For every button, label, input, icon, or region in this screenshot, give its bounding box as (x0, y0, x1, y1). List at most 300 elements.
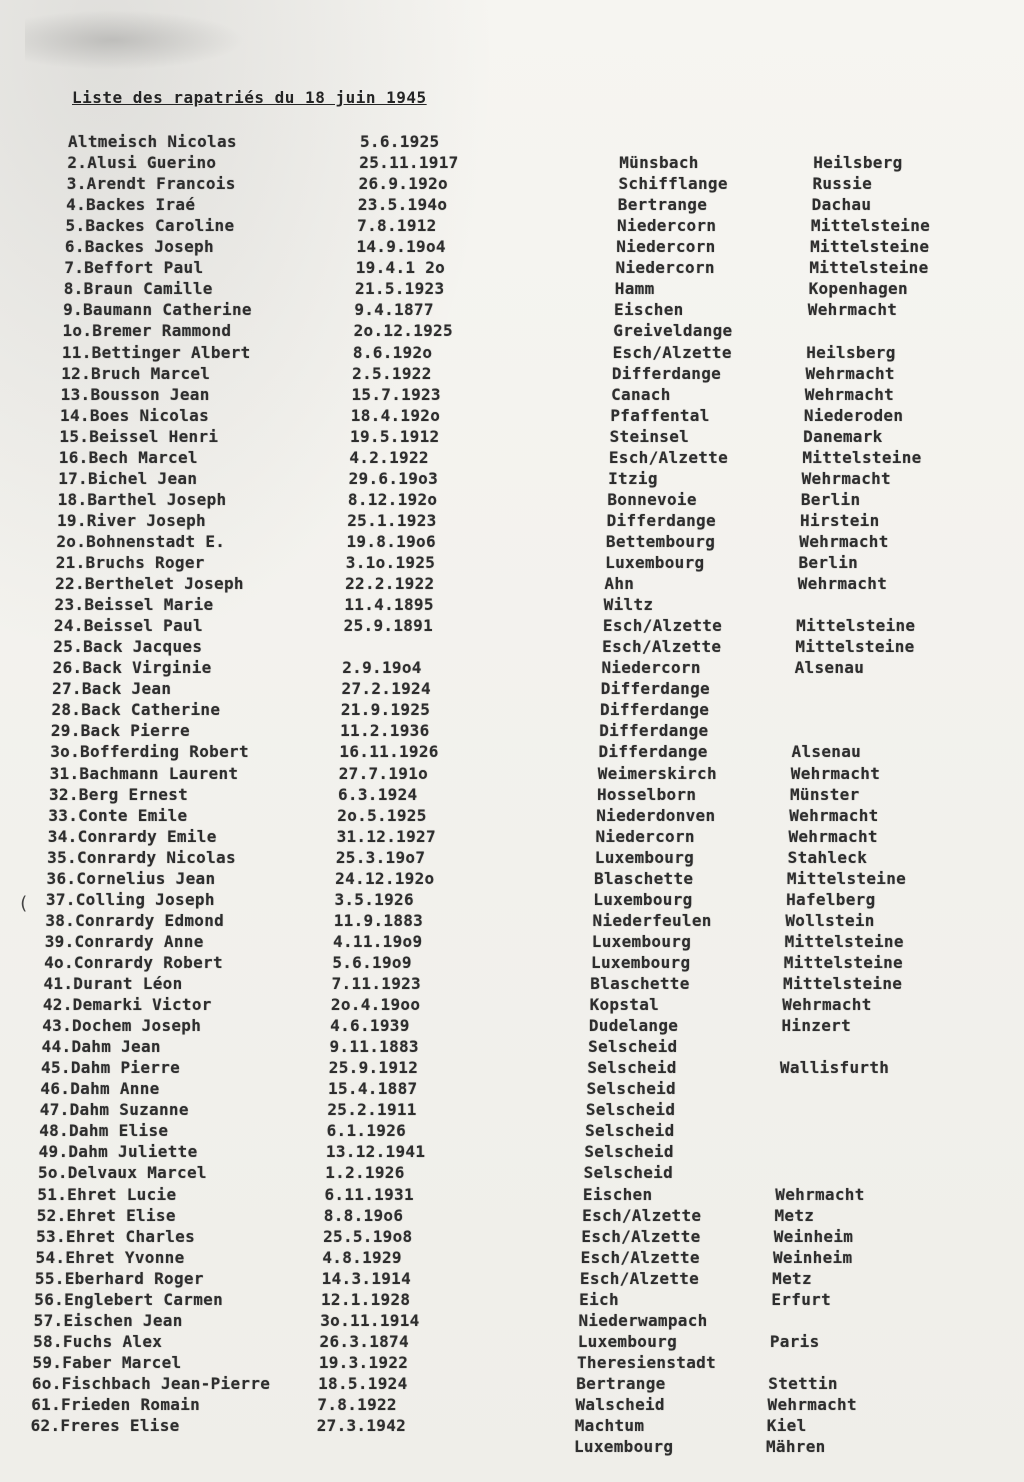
list-row (52, 679, 980, 700)
entry-origin: Esch/Alzette (579, 1268, 700, 1288)
entry-birthdate: 4.11.19o9 (333, 931, 423, 951)
list-row (50, 764, 980, 785)
entry-destination: Wehrmacht (767, 1395, 857, 1414)
entry-name: 8.Braun Camille (63, 279, 213, 299)
entry-origin: Niedercorn (595, 826, 695, 846)
entry-name: 39.Conrardy Anne (44, 931, 204, 951)
entry-destination: Wehrmacht (782, 995, 872, 1015)
entry-birthdate: 31.12.1927 (336, 826, 436, 846)
entry-name: 15.Beissel Henri (59, 426, 219, 446)
list-row (58, 469, 980, 490)
entry-name: 3.Arendt Francois (66, 174, 236, 194)
entry-birthdate: 2.5.1922 (352, 363, 432, 383)
list-row (43, 974, 980, 995)
entry-birthdate: 19.5.1912 (350, 426, 440, 446)
entry-birthdate: 8.12.192o (347, 489, 438, 509)
list-row (66, 195, 980, 216)
entry-destination: Mittelsteine (795, 637, 915, 657)
entry-origin: Luxembourg (574, 1437, 674, 1457)
entry-birthdate: 27.2.1924 (341, 679, 431, 699)
entry-origin: Pfaffental (610, 405, 710, 425)
entry-origin: Esch/Alzette (608, 447, 729, 467)
entry-name: 45.Dahm Pierre (41, 1058, 181, 1078)
entry-birthdate: 15.7.1923 (351, 384, 441, 404)
entry-name: 47.Dahm Suzanne (39, 1100, 189, 1120)
entry-origin: Eischen (614, 300, 684, 320)
entry-birthdate: 25.9.1912 (328, 1058, 419, 1078)
entry-birthdate: 27.3.1942 (316, 1416, 407, 1436)
entry-birthdate: 19.4.1 2o (355, 258, 446, 278)
entry-name: 11.Bettinger Albert (61, 342, 251, 362)
entry-origin: Luxembourg (591, 952, 691, 972)
entry-birthdate: 19.3.1922 (318, 1352, 409, 1372)
entry-name: 17.Bichel Jean (58, 468, 198, 488)
entry-origin: Machtum (574, 1416, 645, 1436)
entry-birthdate: 14.3.1914 (321, 1268, 412, 1288)
entry-origin: Canach (611, 384, 671, 404)
margin-mark: ( (18, 893, 29, 914)
entry-destination: Alsenau (794, 658, 865, 678)
entry-name: 25.Back Jacques (53, 637, 203, 657)
entry-origin: Differdange (606, 510, 716, 530)
list-row (43, 995, 980, 1016)
entry-destination: Mittelsteine (796, 616, 916, 636)
entry-destination: Wehrmacht (790, 763, 881, 783)
entry-origin: Selscheid (588, 1037, 678, 1057)
entry-origin: Hosselborn (597, 784, 697, 804)
document-title: Liste des rapatriés du 18 juin 1945 (72, 88, 427, 107)
entry-birthdate: 25.2.1911 (327, 1100, 417, 1120)
list-row (39, 1142, 980, 1163)
entry-origin: Esch/Alzette (612, 342, 732, 362)
entry-name: 37.Colling Joseph (45, 889, 215, 909)
list-row (67, 153, 980, 174)
entry-destination: Wehrmacht (788, 826, 878, 846)
entry-destination: Mittelsteine (783, 974, 903, 993)
entry-origin: Blaschette (594, 868, 694, 888)
entry-birthdate: 23.5.194o (357, 195, 448, 215)
list-row (61, 364, 980, 385)
entry-birthdate: 4.2.1922 (349, 447, 429, 467)
entry-birthdate: 16.11.1926 (339, 742, 439, 762)
entry-name: 12.Bruch Marcel (61, 363, 211, 383)
entry-destination: Wehrmacht (807, 300, 898, 320)
list-row (45, 911, 980, 932)
entry-name: 56.Englebert Carmen (34, 1289, 224, 1309)
entry-destination: Danemark (803, 426, 883, 446)
entry-name: 3o.Bofferding Robert (50, 742, 249, 762)
list-row (48, 827, 980, 848)
entry-birthdate: 19.8.19o6 (346, 531, 436, 551)
entry-name: 55.Eberhard Roger (34, 1268, 204, 1288)
list-row (48, 806, 980, 827)
entry-birthdate: 2o.12.1925 (353, 321, 453, 341)
entry-birthdate: 7.8.1922 (317, 1395, 397, 1414)
entry-origin: Esch/Alzette (602, 616, 723, 636)
list-row (41, 1058, 980, 1079)
entry-destination: Wehrmacht (789, 805, 879, 825)
entry-birthdate: 4.8.1929 (322, 1247, 402, 1267)
entry-destination: Wehrmacht (804, 384, 895, 404)
entry-origin: Esch/Alzette (581, 1226, 701, 1246)
scan-smudge (25, 10, 245, 70)
entry-name: 51.Ehret Lucie (37, 1184, 177, 1204)
entry-destination: Kopenhagen (808, 279, 908, 299)
entry-birthdate: 15.4.1887 (328, 1079, 418, 1099)
entry-name: 58.Fuchs Alex (33, 1331, 163, 1351)
entry-name: 38.Conrardy Edmond (45, 910, 225, 930)
entry-name: 48.Dahm Elise (39, 1121, 169, 1141)
list-row (68, 132, 980, 153)
entry-destination: Weinheim (773, 1226, 854, 1246)
list-row (32, 1374, 980, 1395)
entry-name: 44.Dahm Jean (41, 1037, 161, 1057)
entry-name: 16.Bech Marcel (58, 447, 198, 467)
list-row (59, 427, 980, 448)
entry-destination: Paris (769, 1331, 820, 1351)
list-row (34, 1290, 980, 1311)
entry-origin: Steinsel (609, 426, 690, 446)
list-row (38, 1163, 980, 1184)
entry-origin: Hamm (614, 279, 655, 299)
entry-birthdate: 11.9.1883 (333, 910, 424, 930)
entry-name: 14.Boes Nicolas (60, 405, 210, 425)
list-row (42, 1016, 980, 1037)
entry-birthdate: 25.5.19o8 (323, 1226, 413, 1246)
entry-birthdate: 8.6.192o (352, 342, 433, 362)
entry-name: 18.Barthel Joseph (57, 489, 227, 509)
entry-destination: Stahleck (787, 847, 868, 867)
entry-destination: Mittelsteine (809, 258, 929, 278)
entry-birthdate: 21.9.1925 (340, 700, 431, 720)
entry-origin: Differdange (611, 363, 722, 383)
list-row (53, 637, 980, 658)
entry-origin: Niedercorn (617, 216, 717, 236)
entry-origin: Differdange (598, 742, 708, 762)
list-row (57, 511, 980, 532)
entry-name: 28.Back Catherine (51, 700, 221, 720)
entry-birthdate: 2o.4.19oo (330, 995, 421, 1015)
entry-origin: Selscheid (586, 1079, 676, 1099)
entry-birthdate: 7.11.1923 (331, 974, 421, 993)
list-row (63, 300, 980, 321)
entry-birthdate: 7.8.1912 (357, 216, 437, 236)
list-row (40, 1100, 980, 1121)
entry-destination: Mittelsteine (802, 447, 922, 467)
entry-name: 34.Conrardy Emile (47, 826, 217, 846)
entry-origin: Luxembourg (593, 889, 693, 909)
list-row (51, 700, 980, 721)
list-row (35, 1269, 980, 1290)
entry-name: 33.Conte Emile (48, 805, 188, 825)
entry-birthdate: 9.4.1877 (354, 300, 434, 320)
list-row (46, 890, 980, 911)
entry-origin: Ahn (604, 574, 635, 594)
list-row (55, 595, 980, 616)
list-row (50, 742, 980, 763)
entry-name: 5.Backes Caroline (65, 216, 235, 236)
entry-destination: Mittelsteine (786, 868, 907, 888)
entry-origin: Dudelange (588, 1016, 679, 1036)
entry-name: 24.Beissel Paul (53, 616, 203, 636)
entry-origin: Theresienstadt (576, 1352, 717, 1372)
entry-birthdate: 26.3.1874 (319, 1331, 409, 1351)
entry-birthdate: 27.7.191o (338, 763, 429, 783)
entry-name: 61.Frieden Romain (31, 1395, 201, 1414)
entry-name: 49.Dahm Juliette (38, 1142, 198, 1162)
list-row (42, 1037, 980, 1058)
entry-birthdate: 11.4.1895 (344, 595, 434, 615)
entry-destination: Kiel (766, 1416, 807, 1436)
list-row (66, 216, 980, 237)
entry-origin: Differdange (600, 679, 710, 699)
list-row (60, 406, 980, 427)
entry-birthdate: 25.9.1891 (343, 616, 434, 636)
entry-birthdate: 4.6.1939 (330, 1016, 410, 1036)
list-row (31, 1416, 980, 1437)
entry-name: 52.Ehret Elise (36, 1205, 176, 1225)
list-row (39, 1121, 980, 1142)
entry-destination: Mittelsteine (810, 237, 930, 257)
entry-origin: Niedercorn (615, 258, 715, 278)
list-row (53, 658, 980, 679)
entry-birthdate: 22.2.1922 (345, 574, 435, 594)
entry-destination: Mittelsteine (783, 952, 903, 972)
entry-origin: Niedercorn (601, 658, 701, 678)
entry-name: 27.Back Jean (52, 679, 172, 699)
entry-destination: Mittelsteine (810, 216, 931, 236)
entry-destination: Mähren (766, 1437, 826, 1457)
entry-origin: Esch/Alzette (580, 1247, 700, 1267)
entry-birthdate: 18.4.192o (350, 405, 441, 425)
entry-birthdate: 18.5.1924 (318, 1373, 408, 1393)
entry-destination: Wollstein (785, 910, 875, 930)
entry-name: 42.Demarki Victor (42, 995, 212, 1015)
entry-destination: Heilsberg (813, 153, 903, 173)
entry-origin: Esch/Alzette (582, 1205, 702, 1225)
entry-name: 2o.Bohnenstadt E. (56, 531, 226, 551)
entry-origin: Bertrange (576, 1373, 666, 1393)
list-row (37, 1206, 980, 1227)
entry-origin: Differdange (599, 700, 710, 720)
entry-destination: Berlin (800, 489, 861, 509)
entry-origin: Wiltz (603, 595, 654, 615)
entry-origin: Itzig (608, 468, 658, 488)
entry-origin: Luxembourg (577, 1331, 678, 1351)
entry-birthdate: 8.8.19o6 (323, 1205, 404, 1225)
entry-birthdate: 5.6.1925 (360, 132, 440, 151)
entry-origin: Selscheid (585, 1100, 676, 1120)
entry-birthdate: 13.12.1941 (325, 1142, 426, 1162)
entry-origin: Blaschette (590, 974, 690, 993)
entry-origin: Differdange (599, 721, 709, 741)
list-row (59, 448, 980, 469)
entry-birthdate: 21.5.1923 (355, 279, 445, 299)
entry-destination: Russie (812, 174, 873, 194)
list-row (34, 1311, 980, 1332)
entry-destination: Dachau (811, 195, 872, 215)
entry-destination: Erfurt (771, 1289, 832, 1309)
entry-name: 6.Backes Joseph (64, 237, 214, 257)
list-row (47, 848, 980, 869)
list-row (36, 1227, 980, 1248)
entry-name: Altmeisch Nicolas (68, 132, 237, 151)
list-row (62, 343, 980, 364)
list-row (67, 174, 980, 195)
entry-origin: Niederfeulen (592, 910, 712, 930)
entry-destination: Hinzert (781, 1016, 851, 1036)
list-row (51, 721, 980, 742)
entry-origin: Selscheid (584, 1142, 674, 1162)
entry-name: 31.Bachmann Laurent (49, 763, 239, 783)
list-row (31, 1395, 980, 1416)
entry-birthdate: 6.1.1926 (326, 1121, 407, 1141)
entry-destination: Wehrmacht (799, 531, 889, 551)
entry-destination: Alsenau (791, 742, 862, 762)
entry-name: 22.Berthelet Joseph (55, 574, 244, 594)
entry-name: 21.Bruchs Roger (55, 553, 205, 572)
entry-destination: Wehrmacht (805, 363, 895, 383)
entry-name: 6o.Fischbach Jean-Pierre (31, 1373, 271, 1393)
list-row (62, 321, 980, 342)
entry-origin: Selscheid (583, 1163, 674, 1183)
entry-origin: Niederdonven (596, 805, 716, 825)
entry-birthdate: 3o.11.1914 (320, 1310, 420, 1330)
entry-name: 57.Eischen Jean (33, 1310, 183, 1330)
entry-origin: Eischen (582, 1184, 653, 1204)
list-row (40, 1079, 980, 1100)
list-row (65, 237, 980, 258)
entry-origin: Schifflange (618, 174, 728, 194)
entry-birthdate: 3.5.1926 (334, 889, 414, 909)
entry-destination: Metz (774, 1205, 815, 1225)
entry-name: 29.Back Pierre (50, 721, 190, 741)
list-row (44, 953, 980, 974)
list-row (45, 932, 980, 953)
entry-destination: Berlin (798, 553, 859, 572)
list-row (55, 574, 980, 595)
list-row (36, 1248, 980, 1269)
entry-destination: Wehrmacht (801, 468, 891, 488)
list-row (61, 385, 980, 406)
list-row (58, 490, 980, 511)
list-row (64, 279, 980, 300)
entry-birthdate: 12.1.1928 (320, 1289, 411, 1309)
entry-name: 2.Alusi Guerino (67, 153, 217, 173)
list-row (49, 785, 980, 806)
entry-name: 53.Ehret Charles (36, 1226, 196, 1246)
entry-origin: Esch/Alzette (602, 637, 722, 657)
entry-name: 41.Durant Léon (43, 974, 183, 993)
entry-birthdate: 25.11.1917 (359, 153, 459, 173)
entry-origin: Luxembourg (594, 847, 695, 867)
entry-name: 19.River Joseph (56, 510, 206, 530)
entry-birthdate: 5.6.19o9 (332, 952, 412, 972)
entry-name: 46.Dahm Anne (40, 1079, 160, 1099)
entry-birthdate: 2.9.19o4 (342, 658, 422, 678)
list-row (37, 1185, 980, 1206)
list-row (56, 532, 980, 553)
entry-name: 62.Freres Elise (30, 1416, 180, 1436)
entry-name: 35.Conrardy Nicolas (47, 847, 236, 867)
entry-birthdate: 9.11.1883 (329, 1037, 419, 1057)
entry-origin: Greiveldange (613, 321, 733, 341)
entry-destination: Niederoden (803, 405, 904, 425)
entry-origin: Bonnevoie (607, 489, 697, 509)
entry-origin: Niederwampach (578, 1310, 708, 1330)
entry-origin: Bertrange (617, 195, 708, 215)
entry-origin: Walscheid (575, 1395, 665, 1414)
entry-destination: Wehrmacht (775, 1184, 865, 1204)
list-row (56, 553, 980, 574)
entry-origin: Luxembourg (591, 931, 692, 951)
entry-name: 4.Backes Iraé (66, 195, 196, 215)
entry-birthdate: 1.2.1926 (325, 1163, 405, 1183)
list-row (47, 869, 980, 890)
entry-origin: Weimerskirch (597, 763, 717, 783)
entry-name: 36.Cornelius Jean (46, 868, 216, 888)
entry-destination: Metz (772, 1268, 812, 1288)
entry-origin: Bettembourg (605, 531, 716, 551)
entry-birthdate: 14.9.19o4 (356, 237, 446, 257)
entry-origin: Münsbach (619, 153, 699, 173)
list-row (64, 258, 980, 279)
entry-name: 59.Faber Marcel (32, 1352, 182, 1372)
entry-name: 23.Beissel Marie (54, 595, 214, 615)
list-row (54, 616, 980, 637)
list-row (33, 1332, 980, 1353)
entry-name: 4o.Conrardy Robert (44, 952, 223, 972)
entry-name: 43.Dochem Joseph (42, 1016, 202, 1036)
entry-origin: Selscheid (587, 1058, 677, 1078)
entry-destination: Wehrmacht (797, 574, 888, 594)
entry-name: 7.Beffort Paul (64, 258, 204, 278)
entry-birthdate: 29.6.19o3 (348, 468, 439, 488)
entry-destination: Heilsberg (806, 342, 896, 362)
entry-name: 26.Back Virginie (52, 658, 212, 678)
entry-name: 1o.Bremer Rammond (62, 321, 232, 341)
entry-birthdate: 6.3.1924 (338, 784, 418, 804)
entry-name: 13.Bousson Jean (60, 384, 210, 404)
entry-birthdate: 2o.5.1925 (337, 805, 427, 825)
entry-name: 5o.Delvaux Marcel (37, 1163, 207, 1183)
entry-destination: Wallisfurth (779, 1058, 890, 1078)
entry-name: 9.Baumann Catherine (63, 300, 252, 320)
entry-destination: Hafelberg (786, 889, 876, 909)
entry-birthdate: 24.12.192o (335, 868, 435, 888)
entry-birthdate: 25.3.19o7 (335, 847, 426, 867)
entry-birthdate: 26.9.192o (358, 174, 448, 194)
list-row (32, 1353, 980, 1374)
entry-destination: Stettin (768, 1373, 838, 1393)
entry-name: 32.Berg Ernest (49, 784, 189, 804)
entry-destination: Münster (790, 784, 860, 804)
list-row (30, 1437, 980, 1458)
entry-name: 54.Ehret Yvonne (35, 1247, 185, 1267)
entry-destination: Weinheim (772, 1247, 853, 1267)
entry-birthdate: 25.1.1923 (347, 510, 437, 530)
entry-origin: Eich (579, 1289, 619, 1309)
entry-origin: Niedercorn (616, 237, 716, 257)
entry-birthdate: 6.11.1931 (324, 1184, 414, 1204)
entry-destination: Hirstein (800, 510, 880, 530)
entry-origin: Selscheid (585, 1121, 675, 1141)
entry-birthdate: 11.2.1936 (340, 721, 430, 741)
entry-destination: Mittelsteine (784, 931, 904, 951)
entry-birthdate: 3.1o.1925 (345, 553, 436, 572)
entry-origin: Kopstal (589, 995, 660, 1015)
entry-origin: Luxembourg (605, 553, 705, 572)
